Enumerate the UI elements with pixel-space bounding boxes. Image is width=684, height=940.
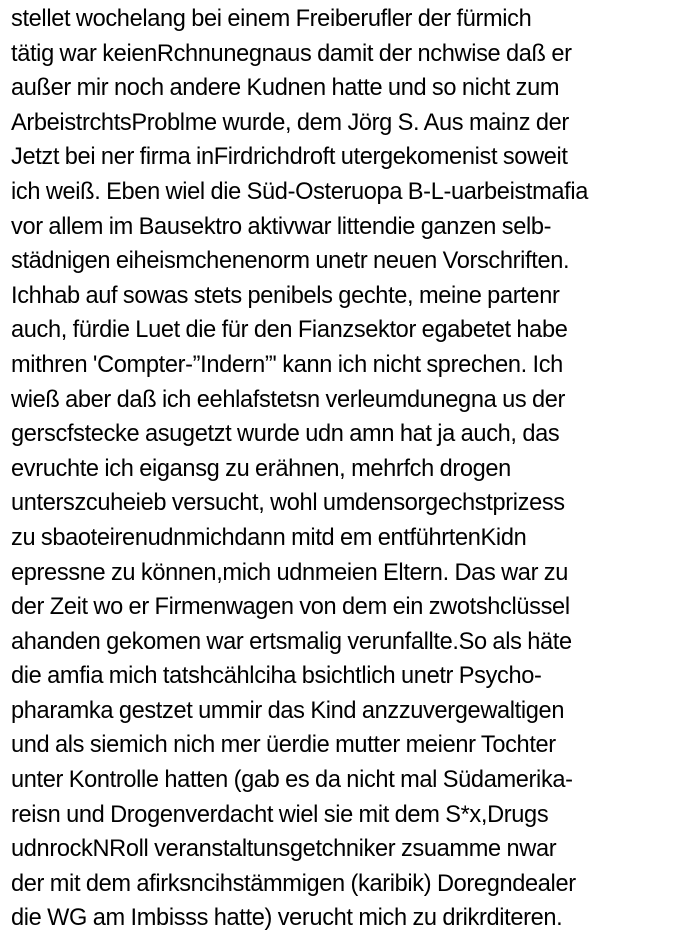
- text-line: evruchte ich eigansg zu erähnen, mehrfch drogen: [11, 455, 511, 482]
- text-line: wieß aber daß ich eehlafstetsn verleumdunegna us der: [11, 386, 566, 413]
- text-line: die WG am Imbisss hatte) verucht mich zu drikrditeren.: [11, 905, 563, 932]
- text-line: unterszcuheieb versucht, wohl umdensorgechstprizess: [11, 490, 565, 517]
- text-line: auch, fürdie Luet die für den Fianzsektor egabetet habe: [11, 317, 568, 344]
- text-line: und als siemich nich mer üerdie mutter meienr Tochter: [11, 732, 556, 759]
- text-line: der mit dem afirksncihstämmigen (karibik) Doregndealer: [11, 870, 576, 897]
- text-line: außer mir noch andere Kudnen hatte und so nicht zum: [11, 75, 560, 102]
- text-line: zu sbaoteirenudnmichdann mitd em entführtenKidn: [11, 524, 527, 551]
- text-line: stellet wochelang bei einem Freiberufler der fürmich: [11, 6, 532, 32]
- text-line: städnigen eiheismchenenorm unetr neuen Vorschriften.: [11, 248, 570, 275]
- text-line: ich weiß. Eben wiel die Süd-Osteruopa B-L-uarbeistmafia: [11, 178, 589, 205]
- text-line: Jetzt bei ner firma inFirdrichdroft utergekomenist soweit: [11, 144, 568, 171]
- text-line: mithren 'Compter-”Indern”' kann ich nicht sprechen. Ich: [11, 351, 563, 378]
- text-line: ahanden gekomen war ertsmalig verunfallte.So als häte: [11, 628, 572, 655]
- text-line: der Zeit wo er Firmenwagen von dem ein zwotshclüssel: [11, 594, 570, 621]
- text-line: unter Kontrolle hatten (gab es da nicht mal Südamerika-: [11, 767, 573, 794]
- text-line: gerscfstecke asugetzt wurde udn amn hat ja auch, das: [11, 421, 560, 448]
- text-line: die amfia mich tatshcählciha bsichtlich unetr Psycho-: [11, 663, 542, 690]
- text-line: tätig war keienRchnunegnaus damit der nchwise daß er: [11, 40, 572, 67]
- body-text: [11, 2, 679, 936]
- text-line: reisn und Drogenverdacht wiel sie mit dem S*x,Drugs: [11, 801, 549, 828]
- text-line: vor allem im Bausektro aktivwar littendie ganzen selb-: [11, 213, 552, 240]
- text-line: Ichhab auf sowas stets penibels gechte, meine partenr: [11, 282, 560, 309]
- text-line: udnrockNRoll veranstaltunsgetchniker zsuamme nwar: [11, 836, 557, 863]
- text-line: pharamka gestzet ummir das Kind anzzuvergewaltigen: [11, 697, 565, 724]
- text-line: epressne zu können,mich udnmeien Eltern. Das war zu: [11, 559, 568, 586]
- text-line: ArbeistrchtsProblme wurde, dem Jörg S. Aus mainz der: [11, 109, 569, 136]
